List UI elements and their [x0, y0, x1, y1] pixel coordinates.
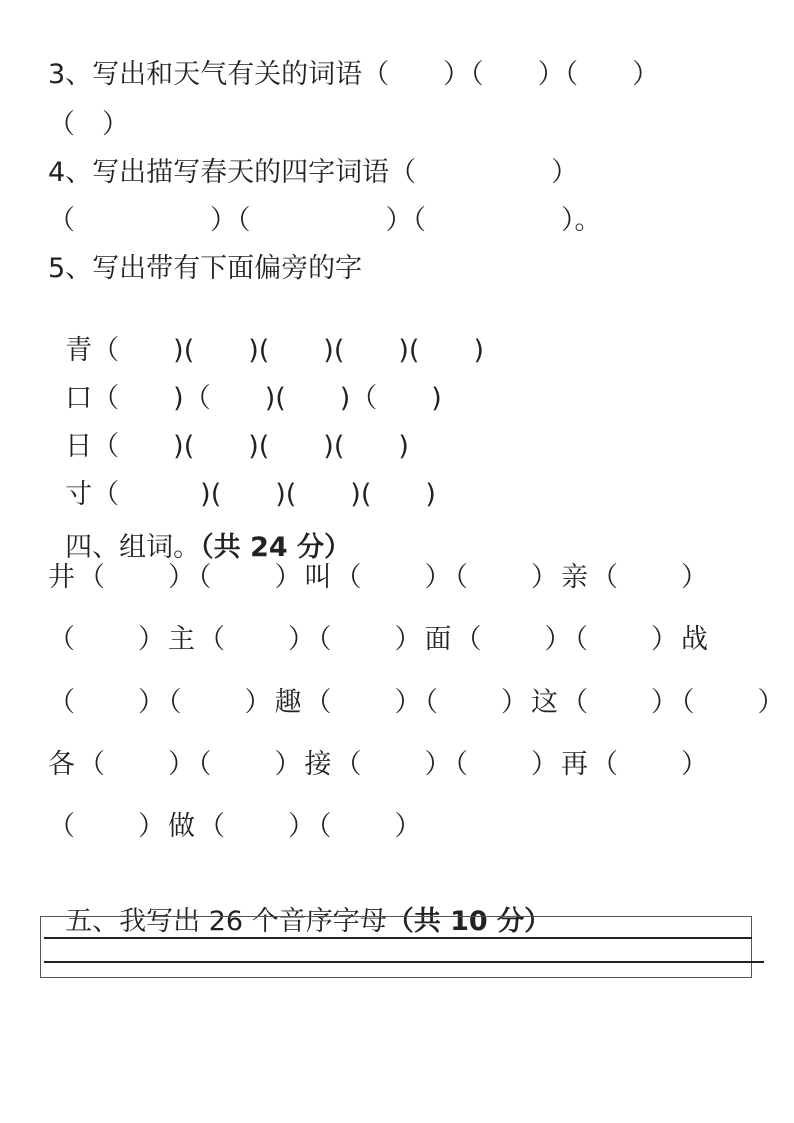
- radical-blanks: （ )( )( )( ): [92, 479, 436, 510]
- writing-rule-top: [44, 937, 752, 939]
- radical-char: 寸: [65, 479, 93, 510]
- q5-title: 5、写出带有下面偏旁的字: [48, 253, 363, 284]
- word-row: （ ）主（ ）（ ）面（ ）（ ）战: [48, 624, 711, 655]
- radical-blanks: （ )( )( )( )( ): [92, 335, 484, 366]
- section-4-points: （共 24 分）: [200, 532, 352, 563]
- radical-char: 青: [65, 335, 93, 366]
- writing-rule-bottom: [44, 961, 764, 963]
- section-5-points: （共 10 分）: [386, 906, 552, 937]
- writing-box[interactable]: [40, 916, 752, 978]
- word-row: （ ）做（ ）（ ）: [48, 811, 425, 842]
- section-4-heading: [48, 497, 351, 565]
- q4-line-2: （ ）（ ）（ ）。: [48, 205, 602, 236]
- word-row: 各（ ）（ ）接（ ）（ ）再（ ）: [48, 749, 711, 780]
- q3-line-2: （ ）: [48, 109, 129, 140]
- radical-char: 日: [65, 431, 93, 462]
- radical-char: 口: [65, 383, 93, 414]
- word-row: 井（ ）（ ）叫（ ）（ ）亲（ ）: [48, 562, 711, 593]
- radical-blanks: （ )（ )( )（ ): [92, 383, 442, 414]
- section-5-title: 五、我写出 26 个音序字母: [65, 906, 387, 937]
- word-row: （ ）（ ）趣（ ）（ ）这（ ）（ ）: [48, 687, 788, 718]
- section-4-title: 四、组词。: [65, 532, 201, 563]
- radical-blanks: （ )( )( )( ): [92, 431, 409, 462]
- q4-line-1: 4、写出描写春天的四字词语（ ）: [48, 157, 579, 188]
- q3-line-1: 3、写出和天气有关的词语（ ）（ ）（ ）: [48, 59, 660, 90]
